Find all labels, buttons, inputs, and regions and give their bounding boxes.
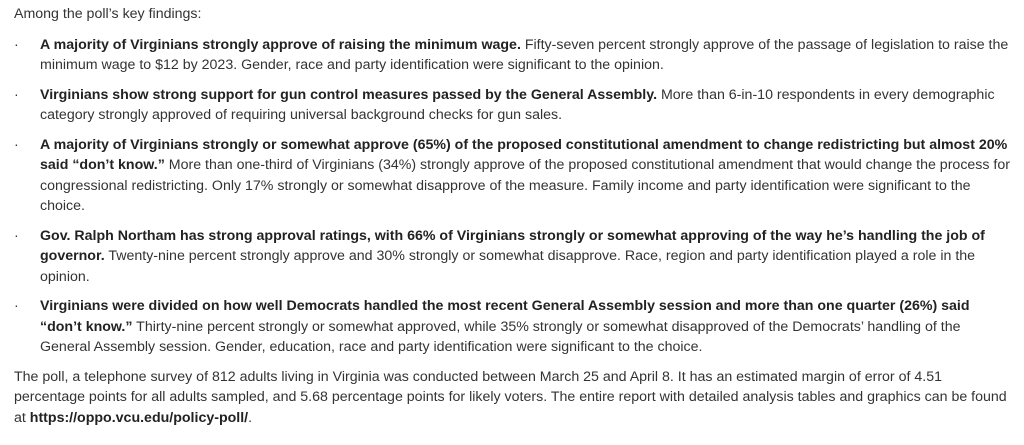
finding-item	[14, 35, 1010, 76]
finding-item	[14, 296, 1010, 358]
finding-body: More than one-third of Virginians (34%) strongly approve of the proposed constitutional amendment that would change the process for congressional redistricting. Only 17% strongly or somewhat disapprove of the measure. Family income and party identification were significant to the choice.	[40, 157, 1010, 214]
finding-item	[14, 85, 1010, 126]
finding-body: More than 6-in-10 respondents in every demographic category strongly approved of requiring universal background checks for gun sales.	[40, 86, 995, 123]
finding-body: Twenty-nine percent strongly approve and 30% strongly or somewhat disapprove. Race, region and party identification played a role in the opinion.	[40, 248, 976, 285]
finding-item	[14, 135, 1010, 217]
closing-paragraph	[14, 367, 1010, 429]
bullet-icon: ·	[14, 227, 19, 244]
finding-headline: Gov. Ralph Northam has strong approval ratings, with 66% of Virginians strongly or somewhat approving of the way he’s handling the job of governor.	[40, 227, 985, 264]
finding-item	[14, 226, 1010, 288]
finding-headline: A majority of Virginians strongly approve of raising the minimum wage.	[40, 36, 521, 53]
intro-text: Among the poll’s key findings:	[14, 6, 202, 22]
finding-headline: A majority of Virginians strongly or somewhat approve (65%) of the proposed constitutional amendment to change redistricting but almost 20% said “don’t know.”	[40, 136, 1008, 173]
policy-poll-link[interactable]: https://oppo.vcu.edu/policy-poll/	[29, 409, 249, 426]
finding-headline: Virginians were divided on how well Democrats handled the most recent General Assembly session and more than one quarter (26%) said “don’t know.”	[40, 298, 970, 335]
bullet-icon: ·	[14, 136, 19, 153]
finding-body: Thirty-nine percent strongly or somewhat approved, while 35% strongly or somewhat disapproved of the Democrats’ handling of the General Assembly session. Gender, education, race and party identification were significant to the choice.	[40, 318, 961, 355]
closing-text: The poll, a telephone survey of 812 adults living in Virginia was conducted between March 25 and April 8. It has an estimated margin of error of 4.51 percentage points for all adults sampled, and 5.68 percentage points for likely voters. The entire report with detailed analysis tables and graphics can be found at	[14, 368, 1007, 426]
closing-period: .	[248, 409, 253, 426]
bullet-icon: ·	[14, 36, 19, 53]
bullet-icon: ·	[14, 298, 19, 314]
bullet-icon: ·	[14, 86, 19, 103]
finding-headline: Virginians show strong support for gun control measures passed by the General Assembly.	[40, 86, 658, 103]
finding-body: Fifty-seven percent strongly approve of the passage of legislation to raise the minimum wage to $12 by 2023. Gender, race and party identification were significant to the opinion.	[40, 36, 1009, 73]
